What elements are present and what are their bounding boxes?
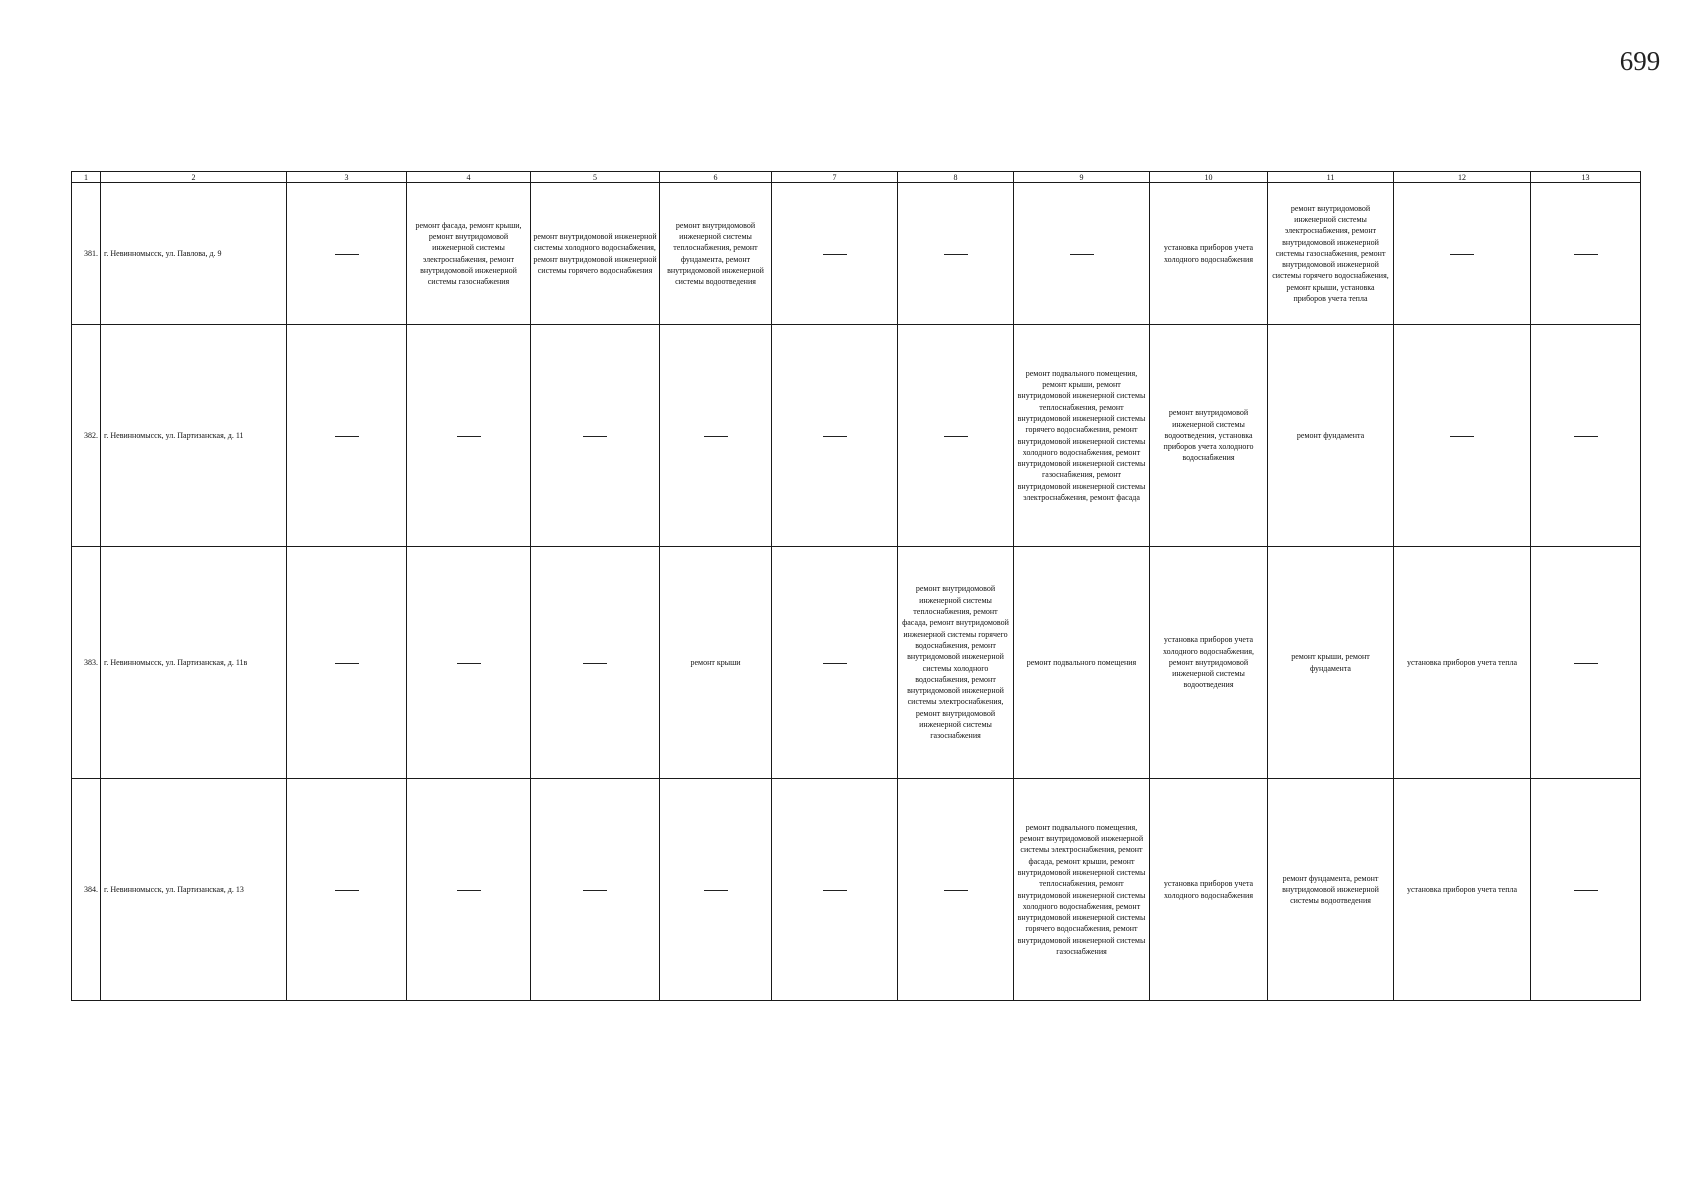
row-number: 381.	[72, 183, 101, 325]
dash-mark	[1070, 254, 1094, 255]
empty-dash-cell	[772, 547, 898, 779]
empty-dash-cell	[287, 547, 407, 779]
dash-mark	[704, 890, 728, 891]
repair-schedule-table	[71, 171, 1641, 1001]
column-number-8: 8	[898, 172, 1014, 183]
row-number: 383.	[72, 547, 101, 779]
table-row	[72, 547, 1641, 779]
work-cell-col-10: установка приборов учета холодного водоснабжения, ремонт внутридомовой инженерной системы водоотведения	[1150, 547, 1268, 779]
empty-dash-cell	[531, 325, 660, 547]
address-cell: г. Невинномысск, ул. Павлова, д. 9	[101, 183, 287, 325]
empty-dash-cell	[1531, 779, 1641, 1001]
column-number-2: 2	[101, 172, 287, 183]
empty-dash-cell	[772, 325, 898, 547]
empty-dash-cell	[1394, 325, 1531, 547]
empty-dash-cell	[772, 779, 898, 1001]
dash-mark	[335, 436, 359, 437]
empty-dash-cell	[1531, 547, 1641, 779]
dash-mark	[1574, 890, 1598, 891]
row-number: 382.	[72, 325, 101, 547]
dash-mark	[823, 436, 847, 437]
address-cell: г. Невинномысск, ул. Партизанская, д. 11в	[101, 547, 287, 779]
dash-mark	[457, 663, 481, 664]
table-row	[72, 183, 1641, 325]
column-number-12: 12	[1394, 172, 1531, 183]
dash-mark	[823, 890, 847, 891]
dash-mark	[823, 254, 847, 255]
dash-mark	[457, 436, 481, 437]
dash-mark	[823, 663, 847, 664]
column-number-11: 11	[1268, 172, 1394, 183]
work-cell-col-11: ремонт фундамента, ремонт внутридомовой инженерной системы водоотведения	[1268, 779, 1394, 1001]
empty-dash-cell	[660, 325, 772, 547]
column-number-7: 7	[772, 172, 898, 183]
row-number: 384.	[72, 779, 101, 1001]
empty-dash-cell	[1531, 183, 1641, 325]
column-number-10: 10	[1150, 172, 1268, 183]
dash-mark	[583, 436, 607, 437]
column-number-5: 5	[531, 172, 660, 183]
work-cell-col-4: ремонт фасада, ремонт крыши, ремонт внутридомовой инженерной системы электроснабжения, ремонт внутридомовой инженерной системы газоснабжения	[407, 183, 531, 325]
work-cell-col-12: установка приборов учета тепла	[1394, 547, 1531, 779]
dash-mark	[1574, 254, 1598, 255]
empty-dash-cell	[1014, 183, 1150, 325]
work-cell-col-12: установка приборов учета тепла	[1394, 779, 1531, 1001]
work-cell-col-6: ремонт крыши	[660, 547, 772, 779]
dash-mark	[335, 254, 359, 255]
column-number-9: 9	[1014, 172, 1150, 183]
work-cell-col-9: ремонт подвального помещения, ремонт внутридомовой инженерной системы электроснабжения, ремонт фасада, ремонт крыши, ремонт внутридомовой инженерной системы теплоснабжения, ремонт внутридомовой инженерной системы холодного водоснабжения, ремонт внутридомовой инженерной системы горячего водоснабжения, ремонт внутридомовой инженерной системы газоснабжения	[1014, 779, 1150, 1001]
work-cell-col-8: ремонт внутридомовой инженерной системы теплоснабжения, ремонт фасада, ремонт внутридомовой инженерной системы горячего водоснабжения, ремонт внутридомовой инженерной системы холодного водоснабжения, ремонт внутридомовой инженерной системы электроснабжения, ремонт внутридомовой инженерной системы газоснабжения	[898, 547, 1014, 779]
address-cell: г. Невинномысск, ул. Партизанская, д. 13	[101, 779, 287, 1001]
empty-dash-cell	[1531, 325, 1641, 547]
empty-dash-cell	[898, 779, 1014, 1001]
column-number-1: 1	[72, 172, 101, 183]
work-cell-col-11: ремонт крыши, ремонт фундамента	[1268, 547, 1394, 779]
empty-dash-cell	[772, 183, 898, 325]
empty-dash-cell	[898, 183, 1014, 325]
dash-mark	[1450, 436, 1474, 437]
column-number-3: 3	[287, 172, 407, 183]
dash-mark	[1574, 436, 1598, 437]
empty-dash-cell	[287, 325, 407, 547]
work-cell-col-11: ремонт внутридомовой инженерной системы электроснабжения, ремонт внутридомовой инженерной системы газоснабжения, ремонт внутридомовой инженерной системы горячего водоснабжения, ремонт крыши, установка приборов учета тепла	[1268, 183, 1394, 325]
work-cell-col-9: ремонт подвального помещения	[1014, 547, 1150, 779]
empty-dash-cell	[287, 779, 407, 1001]
dash-mark	[583, 890, 607, 891]
empty-dash-cell	[531, 547, 660, 779]
empty-dash-cell	[407, 547, 531, 779]
column-number-4: 4	[407, 172, 531, 183]
dash-mark	[944, 890, 968, 891]
work-cell-col-11: ремонт фундамента	[1268, 325, 1394, 547]
table-row	[72, 325, 1641, 547]
dash-mark	[1450, 254, 1474, 255]
dash-mark	[457, 890, 481, 891]
column-number-6: 6	[660, 172, 772, 183]
empty-dash-cell	[1394, 183, 1531, 325]
empty-dash-cell	[531, 779, 660, 1001]
address-cell: г. Невинномысск, ул. Партизанская, д. 11	[101, 325, 287, 547]
work-cell-col-10: ремонт внутридомовой инженерной системы водоотведения, установка приборов учета холодного водоснабжения	[1150, 325, 1268, 547]
dash-mark	[704, 436, 728, 437]
empty-dash-cell	[660, 779, 772, 1001]
work-cell-col-9: ремонт подвального помещения, ремонт крыши, ремонт внутридомовой инженерной системы теплоснабжения, ремонт внутридомовой инженерной системы горячего водоснабжения, ремонт внутридомовой инженерной системы холодного водоснабжения, ремонт внутридомовой инженерной системы газоснабжения, ремонт внутридомовой инженерной системы электроснабжения, ремонт фасада	[1014, 325, 1150, 547]
page-number: 699	[1619, 46, 1661, 76]
empty-dash-cell	[898, 325, 1014, 547]
dash-mark	[1574, 663, 1598, 664]
dash-mark	[335, 890, 359, 891]
empty-dash-cell	[407, 325, 531, 547]
work-cell-col-5: ремонт внутридомовой инженерной системы холодного водоснабжения, ремонт внутридомовой инженерной системы горячего водоснабжения	[531, 183, 660, 325]
empty-dash-cell	[287, 183, 407, 325]
dash-mark	[583, 663, 607, 664]
work-cell-col-6: ремонт внутридомовой инженерной системы теплоснабжения, ремонт фундамента, ремонт внутридомовой инженерной системы водоотведения	[660, 183, 772, 325]
empty-dash-cell	[407, 779, 531, 1001]
column-number-row	[72, 172, 1641, 183]
work-cell-col-10: установка приборов учета холодного водоснабжения	[1150, 183, 1268, 325]
dash-mark	[944, 436, 968, 437]
dash-mark	[335, 663, 359, 664]
dash-mark	[944, 254, 968, 255]
work-cell-col-10: установка приборов учета холодного водоснабжения	[1150, 779, 1268, 1001]
column-number-13: 13	[1531, 172, 1641, 183]
table-row	[72, 779, 1641, 1001]
